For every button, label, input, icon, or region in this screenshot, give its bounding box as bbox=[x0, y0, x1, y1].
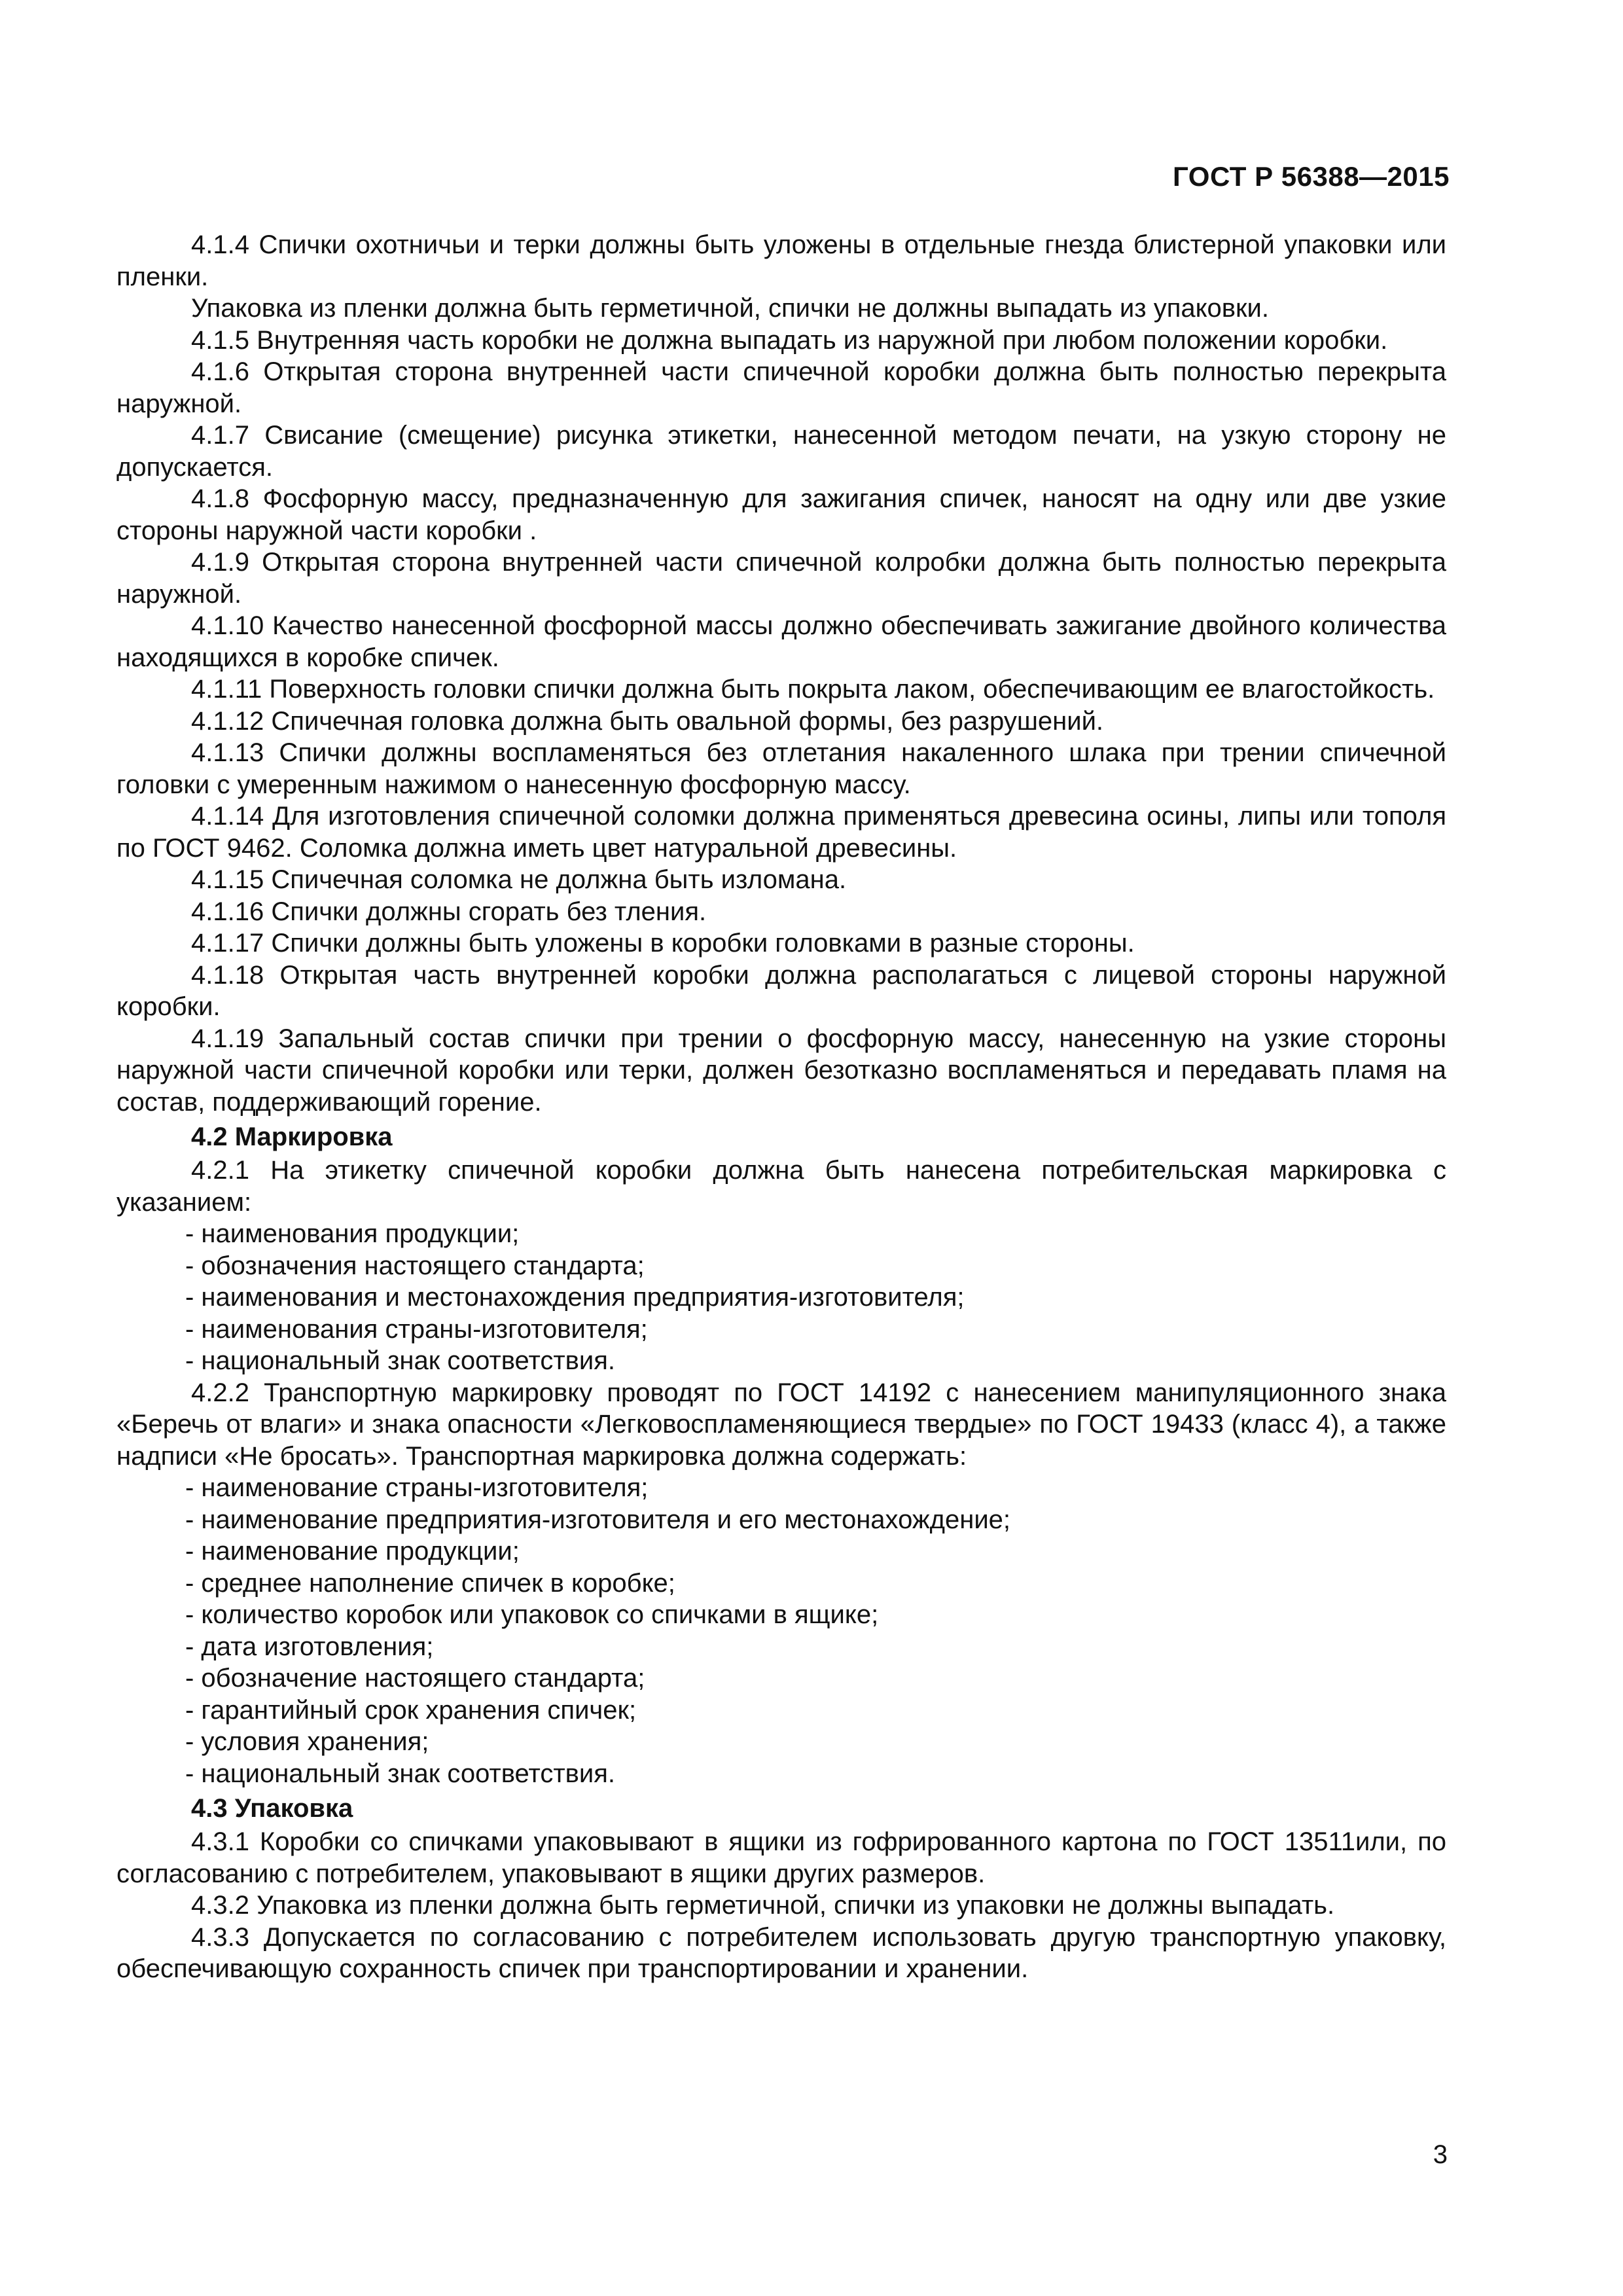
paragraph-4-1-18: 4.1.18 Открытая часть внутренней коробки должна располагаться с лицевой стороны наружной коробки. bbox=[116, 960, 1446, 1021]
list-item: - обозначение настоящего стандарта; bbox=[185, 1664, 645, 1693]
paragraph-4-1-9: 4.1.9 Открытая сторона внутренней части спичечной колробки должна быть полностью перекрыта наружной. bbox=[116, 548, 1446, 609]
paragraph-4-1-11: 4.1.11 Поверхность головки спички должна быть покрыта лаком, обеспечивающим ее влагостойкость. bbox=[191, 675, 1435, 704]
list-item: - количество коробок или упаковок со спичками в ящике; bbox=[185, 1600, 879, 1629]
list-item: - наименование продукции; bbox=[185, 1537, 520, 1566]
paragraph-4-2-1: 4.2.1 На этикетку спичечной коробки должна быть нанесена потребительская маркировка с указанием: bbox=[116, 1156, 1446, 1217]
section-heading-packaging: 4.3 Упаковка bbox=[191, 1794, 353, 1823]
paragraph-4-1-15: 4.1.15 Спичечная соломка не должна быть изломана. bbox=[191, 865, 847, 894]
paragraph-4-3-3: 4.3.3 Допускается по согласованию с потребителем использовать другую транспортную упаковку, обеспечивающую сохранность спичек при транспортировании и хранении. bbox=[116, 1922, 1446, 1983]
paragraph-4-1-8: 4.1.8 Фосфорную массу, предназначенную для зажигания спичек, наносят на одну или две узкие стороны наружной части коробки . bbox=[116, 484, 1446, 545]
document-header: ГОСТ Р 56388—2015 bbox=[1173, 161, 1450, 192]
list-item: - гарантийный срок хранения спичек; bbox=[185, 1695, 637, 1725]
list-item: - среднее наполнение спичек в коробке; bbox=[185, 1568, 675, 1598]
paragraph-4-1-14: 4.1.14 Для изготовления спичечной соломки должна применяться древесина осины, липы или тополя по ГОСТ 9462. Соломка должна иметь цвет натуральной древесины. bbox=[116, 802, 1446, 863]
paragraph-4-1-5: 4.1.5 Внутренняя часть коробки не должна выпадать из наружной при любом положении коробки. bbox=[191, 325, 1388, 355]
list-item: - национальный знак соответствия. bbox=[185, 1346, 616, 1375]
list-item: - национальный знак соответствия. bbox=[185, 1759, 616, 1788]
list-item: - наименования продукции; bbox=[185, 1219, 520, 1248]
paragraph-4-3-2: 4.3.2 Упаковка из пленки должна быть герметичной, спички из упаковки не должны выпадать. bbox=[191, 1891, 1335, 1920]
list-item: - наименование предприятия-изготовителя и его местонахождение; bbox=[185, 1505, 1011, 1534]
paragraph-4-1-12: 4.1.12 Спичечная головка должна быть овальной формы, без разрушений. bbox=[191, 706, 1104, 736]
document-body bbox=[116, 229, 1446, 1985]
paragraph-4-1-13: 4.1.13 Спички должны воспламеняться без отлетания накаленного шлака при трении спичечной головки с умеренным нажимом о нанесенную фосфорную массу. bbox=[116, 738, 1446, 799]
section-heading-marking: 4.2 Маркировка bbox=[191, 1122, 393, 1151]
paragraph-film-packaging: Упаковка из пленки должна быть герметичной, спички не должны выпадать из упаковки. bbox=[191, 294, 1270, 323]
list-item: - дата изготовления; bbox=[185, 1632, 434, 1661]
list-item: - наименования страны-изготовителя; bbox=[185, 1314, 648, 1344]
paragraph-4-3-1: 4.3.1 Коробки со спичками упаковывают в ящики из гофрированного картона по ГОСТ 13511или, по согласованию с потребителем, упаковывают в ящики других размеров. bbox=[116, 1827, 1446, 1888]
paragraph-4-1-7: 4.1.7 Свисание (смещение) рисунка этикетки, нанесенной методом печати, на узкую сторону не допускается. bbox=[116, 421, 1446, 482]
list-item: - наименование страны-изготовителя; bbox=[185, 1473, 649, 1502]
paragraph-4-1-4: 4.1.4 Спички охотничьи и терки должны быть уложены в отдельные гнезда блистерной упаковки или пленки. bbox=[116, 230, 1446, 291]
paragraph-4-1-17: 4.1.17 Спички должны быть уложены в коробки головками в разные стороны. bbox=[191, 929, 1135, 958]
list-item: - условия хранения; bbox=[185, 1727, 429, 1756]
list-item: - обозначения настоящего стандарта; bbox=[185, 1251, 645, 1280]
page-number: 3 bbox=[1433, 2140, 1448, 2169]
list-item: - наименования и местонахождения предприятия-изготовителя; bbox=[185, 1283, 965, 1312]
paragraph-4-2-2: 4.2.2 Транспортную маркировку проводят по ГОСТ 14192 с нанесением манипуляционного знака «Беречь от влаги» и знака опасности «Легковоспламеняющиеся твердые» по ГОСТ 19433 (класс 4), а также надписи «Не бросать». Транспортная маркировка должна содержать: bbox=[116, 1378, 1446, 1471]
paragraph-4-1-6: 4.1.6 Открытая сторона внутренней части спичечной коробки должна быть полностью перекрыта наружной. bbox=[116, 357, 1446, 418]
paragraph-4-1-16: 4.1.16 Спички должны сгорать без тления. bbox=[191, 897, 707, 926]
paragraph-4-1-10: 4.1.10 Качество нанесенной фосфорной массы должно обеспечивать зажигание двойного количества находящихся в коробке спичек. bbox=[116, 611, 1446, 672]
paragraph-4-1-19: 4.1.19 Запальный состав спички при трении о фосфорную массу, нанесенную на узкие стороны наружной части спичечной коробки или терки, должен безотказно воспламеняться и передавать пламя на состав, поддерживающий горение. bbox=[116, 1024, 1446, 1117]
